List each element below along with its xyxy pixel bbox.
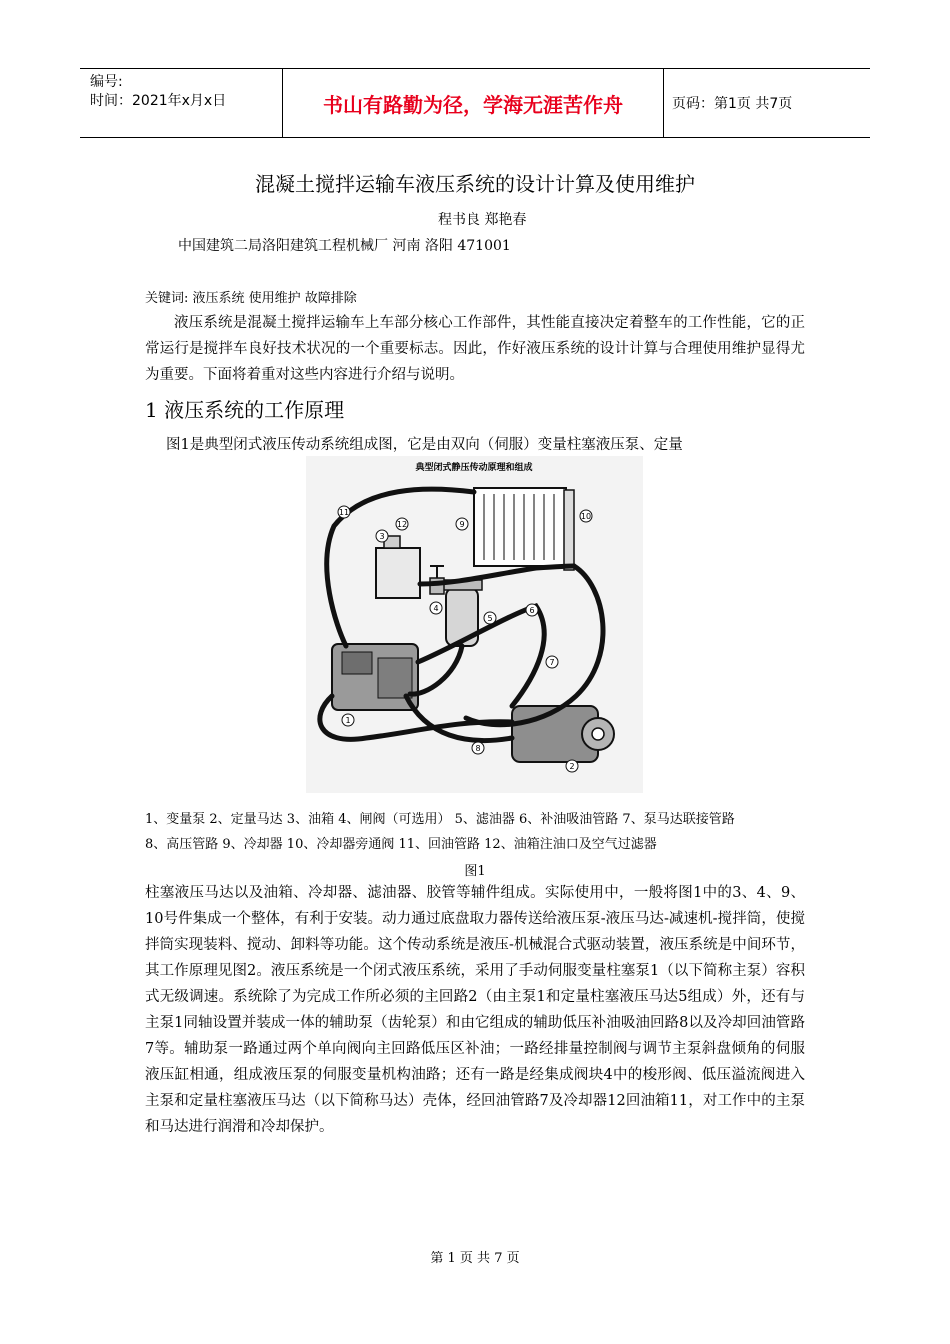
article-title: 混凝土搅拌运输车液压系统的设计计算及使用维护 — [255, 172, 695, 196]
svg-text:7: 7 — [549, 658, 555, 667]
callout-2 — [566, 760, 578, 772]
svg-text:1: 1 — [345, 716, 351, 725]
callout-4 — [430, 602, 442, 614]
figure-caption-line-1: 1、变量泵 2、定量马达 3、油箱 4、闸阀（可选用） 5、滤油器 6、补油吸油管路 7、泵马达联接管路 — [145, 812, 735, 827]
figure-caption-line-2: 8、高压管路 9、冷却器 10、冷却器旁通阀 11、回油管路 12、油箱注油口及空气过滤器 — [145, 837, 657, 852]
oil-tank — [376, 536, 420, 598]
svg-text:11: 11 — [338, 508, 350, 517]
number-label: 编号: — [90, 74, 123, 90]
callout-7 — [546, 656, 558, 668]
callout-5 — [484, 612, 496, 624]
intro-paragraph: 液压系统是混凝土搅拌运输车上车部分核心工作部件，其性能直接决定着整车的工作性能，它的正常运行是搅拌车良好技术状况的一个重要标志。因此，作好液压系统的设计计算与合理使用维护显得尤为重要。下面将着重对这些内容进行介绍与说明。 — [145, 315, 805, 383]
figure-intro-text: 图1是典型闭式液压传动系统组成图，它是由双向（伺服）变量柱塞液压泵、定量 — [166, 437, 683, 453]
callout-10 — [580, 510, 592, 522]
hydraulic-system-figure — [306, 456, 643, 793]
hydraulic-diagram — [306, 456, 643, 793]
svg-text:12: 12 — [396, 520, 408, 529]
svg-text:10: 10 — [580, 512, 592, 521]
time-label: 时间：2021年x月x日 — [90, 93, 227, 109]
svg-text:3: 3 — [379, 532, 385, 541]
callout-3 — [376, 530, 388, 542]
callout-9 — [456, 518, 468, 530]
svg-text:9: 9 — [459, 520, 465, 529]
svg-text:4: 4 — [433, 604, 439, 613]
gate-valve — [430, 566, 444, 594]
callout-11 — [338, 506, 350, 518]
article-keywords: 关键词: 液压系统 使用维护 故障排除 — [145, 291, 357, 306]
article-authors: 程书良 郑艳春 — [438, 212, 527, 228]
svg-text:2: 2 — [569, 762, 575, 771]
header-meta — [90, 73, 226, 111]
variable-pump — [332, 644, 418, 710]
cooler — [474, 488, 574, 570]
callout-6 — [526, 604, 538, 616]
svg-text:8: 8 — [475, 744, 481, 753]
figure-title: 典型闭式静压传动原理和组成 — [415, 463, 533, 473]
body-paragraph: 柱塞液压马达以及油箱、冷却器、滤油器、胶管等辅件组成。实际使用中，一般将图1中的3、4、9、10号件集成一个整体，有利于安装。动力通过底盘取力器传送给液压泵-液压马达-减速机-搅拌筒，使搅拌筒实现装料、搅动、卸料等功能。这个传动系统是液压-机械混合式驱动装置，液压系统是中间环节，其工作原理见图2。液压系统是一个闭式液压系统，采用了手动伺服变量柱塞泵1（以下简称主泵）容积式无级调速。系统除了为完成工作所必须的主回路2（由主泵1和定量柱塞液压马达5组成）外，还有与主泵1同轴设置并装成一体的辅助泵（齿轮泵）和由它组成的辅助低压补油吸油回路8以及冷却回油管路7等。辅助泵一路通过两个单向阀向主回路低压区补油；一路经排量控制阀与调节主泵斜盘倾角的伺服液压缸相通，组成液压泵的伺服变量机构油路；还有一路是经集成阀块4中的梭形阀、低压溢流阀进入主泵和定量柱塞液压马达（以下简称马达）壳体，经回油管路7及冷却器12回油箱11，对工作中的主泵和马达进行润滑和冷却保护。 — [145, 885, 805, 1135]
section-title: 1 液压系统的工作原理 — [145, 398, 345, 422]
svg-text:5: 5 — [487, 614, 493, 623]
fixed-motor — [512, 706, 614, 762]
header-page-info: 页码：第1页 共7页 — [672, 96, 793, 112]
page-footer: 第 1 页 共 7 页 — [430, 1251, 520, 1266]
page-header — [80, 68, 870, 138]
callout-12 — [396, 518, 408, 530]
figure-label: 图1 — [464, 864, 486, 879]
article-affiliation: 中国建筑二局洛阳建筑工程机械厂 河南 洛阳 471001 — [178, 238, 511, 254]
header-motto: 书山有路勤为径，学海无涯苦作舟 — [282, 69, 664, 137]
callout-8 — [472, 742, 484, 754]
svg-text:6: 6 — [529, 606, 535, 615]
callout-1 — [342, 714, 354, 726]
